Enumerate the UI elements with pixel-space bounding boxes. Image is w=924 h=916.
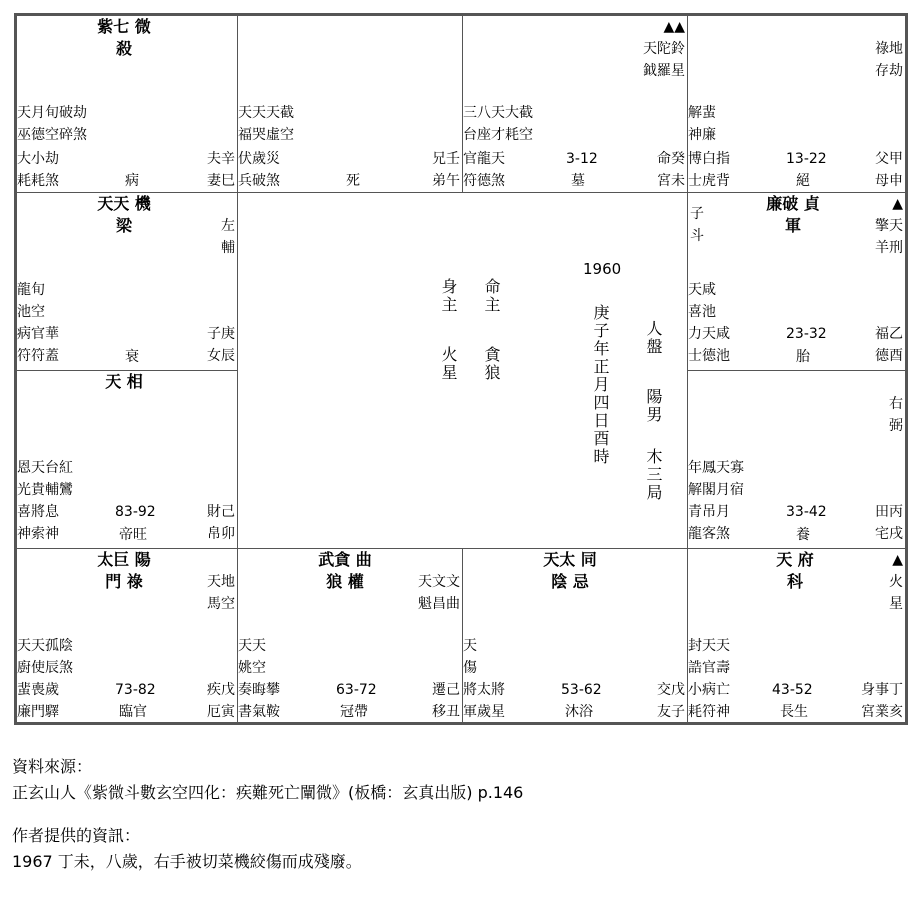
gods: 蜚喪歲 廉門驛 bbox=[17, 682, 59, 720]
palace: 遷己 移丑 bbox=[432, 682, 460, 720]
source-label: 資料來源： bbox=[12, 757, 93, 776]
age-range: 63-72 bbox=[336, 682, 377, 698]
phase: 死 bbox=[346, 173, 360, 189]
minor-stars: 龍旬 池空 bbox=[17, 282, 45, 320]
cell-you bbox=[687, 192, 906, 371]
center-date: 庚子年正月四日酉時 bbox=[591, 304, 610, 466]
palace: 福乙 德酉 bbox=[875, 326, 903, 364]
palace: 父甲 母申 bbox=[875, 151, 903, 189]
center-gender: 陽男 bbox=[644, 388, 663, 424]
palace: 財己 帛卯 bbox=[207, 504, 235, 542]
source-text: 正玄山人《紫微斗數玄空四化：疾難死亡闡微》(板橋：玄真出版) p.146 bbox=[12, 783, 524, 802]
gods: 將太將 軍歲星 bbox=[463, 682, 505, 720]
phase: 衰 bbox=[125, 349, 139, 365]
minor-stars-left: 子 斗 bbox=[690, 206, 704, 244]
cell-chou bbox=[237, 548, 463, 723]
age-range: 83-92 bbox=[115, 504, 156, 520]
gods: 大小劫 耗耗煞 bbox=[17, 151, 59, 189]
footer-info bbox=[12, 823, 362, 875]
age-range: 23-32 bbox=[786, 326, 827, 342]
gods: 青吊月 龍客煞 bbox=[688, 504, 730, 542]
main-stars: 天 府 科 bbox=[776, 550, 814, 591]
minor-stars: 恩天台紅 光貴輔鸞 bbox=[17, 460, 73, 498]
palace: 子庚 女辰 bbox=[207, 326, 235, 364]
gods: 博白指 士虎背 bbox=[688, 151, 730, 189]
palace: 身事丁 宮業亥 bbox=[861, 682, 903, 720]
palace: 兄壬 弟午 bbox=[432, 151, 460, 189]
gods: 伏歲災 兵破煞 bbox=[238, 151, 280, 189]
palace: 疾戊 厄寅 bbox=[207, 682, 235, 720]
center-plate: 人盤 bbox=[644, 320, 663, 356]
phase: 臨官 bbox=[119, 704, 147, 720]
gods: 病官華 符符蓋 bbox=[17, 326, 59, 364]
center-body-master-label: 身主 bbox=[439, 278, 458, 314]
age-range: 33-42 bbox=[786, 504, 827, 520]
cell-xu bbox=[687, 370, 906, 549]
phase: 病 bbox=[125, 173, 139, 189]
minor-stars: 天天孤陰 廚使辰煞 bbox=[17, 638, 73, 676]
palace: 命癸 宮未 bbox=[657, 151, 685, 189]
gods: 奏晦攀 書氣鞍 bbox=[238, 682, 280, 720]
minor-stars: 天天 姚空 bbox=[238, 638, 266, 676]
phase: 帝旺 bbox=[119, 527, 147, 543]
chart bbox=[14, 13, 908, 725]
palace: 夫辛 妻巳 bbox=[207, 151, 235, 189]
cell-wei bbox=[462, 15, 688, 193]
cell-yin bbox=[16, 548, 238, 723]
center-element: 木三局 bbox=[644, 448, 663, 502]
palace: 交戊 友子 bbox=[657, 682, 685, 720]
center-year: 1960 bbox=[583, 260, 622, 278]
center-panel bbox=[237, 192, 688, 548]
main-stars: 太巨 陽門 祿 bbox=[97, 550, 151, 591]
minor-stars-top: 祿地 存劫 bbox=[875, 41, 903, 79]
phase: 胎 bbox=[796, 349, 810, 365]
cell-si bbox=[16, 15, 238, 193]
cell-shen bbox=[687, 15, 906, 193]
gods: 力天咸 士德池 bbox=[688, 326, 730, 364]
cell-mao bbox=[16, 370, 238, 549]
phase: 長生 bbox=[780, 704, 808, 720]
gods: 喜將息 神索神 bbox=[17, 504, 59, 542]
center-body-master: 火星 bbox=[439, 346, 458, 382]
minor-stars: 天月旬破劫 巫德空碎煞 bbox=[17, 105, 87, 143]
minor-stars: 封天天 誥官壽 bbox=[688, 638, 730, 676]
phase: 絕 bbox=[796, 173, 810, 189]
phase: 冠帶 bbox=[340, 704, 368, 720]
phase: 沐浴 bbox=[565, 704, 593, 720]
palace: 田丙 宅戌 bbox=[875, 504, 903, 542]
info-label: 作者提供的資訊： bbox=[12, 826, 141, 845]
main-stars: 紫七 微殺 bbox=[97, 17, 151, 58]
cell-wu bbox=[237, 15, 463, 193]
cell-chen bbox=[16, 192, 238, 371]
minor-stars-top: 右 弼 bbox=[889, 396, 903, 434]
gods: 官龍天 符德煞 bbox=[463, 151, 505, 189]
gods: 小病亡 耗符神 bbox=[688, 682, 730, 720]
age-range: 13-22 bbox=[786, 151, 827, 167]
minor-stars-top: ▲ 擎天 羊刑 bbox=[875, 196, 903, 256]
info-text: 1967 丁未，八歲，右手被切菜機絞傷而成殘廢。 bbox=[12, 852, 362, 871]
minor-stars-top: ▲▲ 天陀鈴 鉞羅星 bbox=[643, 19, 685, 79]
main-stars: 天 相 bbox=[105, 372, 143, 391]
minor-stars: 天咸 喜池 bbox=[688, 282, 716, 320]
main-stars: 天天 機梁 bbox=[97, 194, 151, 235]
phase: 養 bbox=[796, 527, 810, 543]
main-stars: 武貪 曲狼 權 bbox=[318, 550, 372, 591]
main-stars: 天太 同陰 忌 bbox=[543, 550, 597, 591]
center-life-master-label: 命主 bbox=[482, 278, 501, 314]
cell-zi bbox=[462, 548, 688, 723]
side-stars: 天文文 魁昌曲 bbox=[418, 574, 460, 612]
minor-stars: 解蜚 神廉 bbox=[688, 105, 716, 143]
age-range: 3-12 bbox=[566, 151, 598, 167]
age-range: 73-82 bbox=[115, 682, 156, 698]
minor-stars: 天 傷 bbox=[463, 638, 477, 676]
age-range: 53-62 bbox=[561, 682, 602, 698]
minor-stars: 年鳳天寡 解閣月宿 bbox=[688, 460, 744, 498]
cell-hai bbox=[687, 548, 906, 723]
side-stars: 左 輔 bbox=[221, 218, 235, 256]
side-stars: 天地 馬空 bbox=[207, 574, 235, 612]
minor-stars: 天天天截 福哭虛空 bbox=[238, 105, 294, 143]
phase: 墓 bbox=[571, 173, 585, 189]
main-stars: 廉破 貞軍 bbox=[766, 194, 820, 235]
footer bbox=[12, 754, 523, 806]
minor-stars: 三八天大截 台座才耗空 bbox=[463, 105, 533, 143]
minor-stars-top: ▲ 火 星 bbox=[889, 552, 903, 612]
center-life-master: 貪狼 bbox=[482, 346, 501, 382]
age-range: 43-52 bbox=[772, 682, 813, 698]
